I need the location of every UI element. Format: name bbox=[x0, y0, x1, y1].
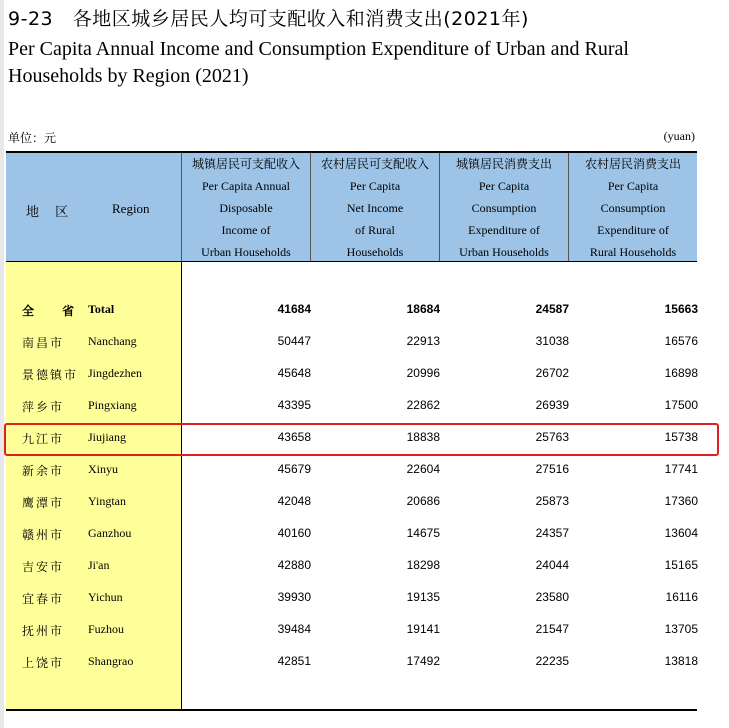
value-cell: 16898 bbox=[664, 366, 698, 380]
value-cell: 40160 bbox=[277, 526, 311, 540]
value-cell: 15165 bbox=[664, 558, 698, 572]
header-col-cn: 农村居民消费支出 bbox=[584, 157, 681, 171]
value-cell: 42880 bbox=[277, 558, 311, 572]
value-cell: 31038 bbox=[535, 334, 569, 348]
value-cell: 26939 bbox=[535, 398, 569, 412]
region-name-en: Nanchang bbox=[88, 334, 137, 348]
table-row bbox=[6, 358, 697, 390]
value-cell: 17492 bbox=[406, 654, 440, 668]
value-cell: 13818 bbox=[664, 654, 698, 668]
table-row bbox=[6, 326, 697, 358]
region-name-en: Xinyu bbox=[88, 462, 118, 476]
value-cell: 39930 bbox=[277, 590, 311, 604]
region-name-cn: 鹰潭市 bbox=[22, 496, 65, 510]
table-row bbox=[6, 486, 697, 518]
region-name-cn: 上饶市 bbox=[22, 656, 65, 670]
table-title-cn bbox=[8, 4, 529, 31]
region-name-cn: 全 省 bbox=[22, 304, 87, 318]
value-cell: 17500 bbox=[664, 398, 698, 412]
header-col-cn: 城镇居民可支配收入 bbox=[191, 157, 300, 171]
page-edge bbox=[0, 0, 4, 728]
table-code: 9-23 bbox=[8, 8, 54, 30]
table-row bbox=[6, 518, 697, 550]
table-header bbox=[6, 153, 697, 262]
value-cell: 27516 bbox=[535, 462, 569, 476]
header-col-rural-consumption bbox=[568, 153, 697, 261]
value-cell: 45679 bbox=[277, 462, 311, 476]
region-name-en: Pingxiang bbox=[88, 398, 137, 412]
value-cell: 26702 bbox=[535, 366, 569, 380]
value-cell: 15738 bbox=[664, 430, 698, 444]
region-name-cn: 抚州市 bbox=[22, 624, 65, 638]
region-name-cn: 南昌市 bbox=[22, 336, 65, 350]
table-row bbox=[6, 614, 697, 646]
region-name-cn: 萍乡市 bbox=[22, 400, 65, 414]
region-name-cn: 赣州市 bbox=[22, 528, 65, 542]
table-row bbox=[6, 390, 697, 422]
value-cell: 22913 bbox=[406, 334, 440, 348]
value-cell: 24357 bbox=[535, 526, 569, 540]
region-name-en: Ganzhou bbox=[88, 526, 132, 540]
value-cell: 42851 bbox=[277, 654, 311, 668]
value-cell: 17741 bbox=[664, 462, 698, 476]
value-cell: 25763 bbox=[535, 430, 569, 444]
value-cell: 50447 bbox=[277, 334, 311, 348]
header-col-cn: 城镇居民消费支出 bbox=[455, 157, 552, 171]
header-col-en: Per Capita Consumption Expenditure of Rural Households bbox=[589, 179, 677, 259]
region-name-en: Yingtan bbox=[88, 494, 126, 508]
value-cell: 19135 bbox=[406, 590, 440, 604]
highlight-box-jiujiang bbox=[4, 423, 719, 456]
value-cell: 22235 bbox=[535, 654, 569, 668]
value-cell: 19141 bbox=[406, 622, 440, 636]
region-name-cn: 新余市 bbox=[22, 464, 65, 478]
value-cell: 22862 bbox=[406, 398, 440, 412]
unit-label-cn: 单位：元 bbox=[8, 131, 57, 145]
table-title-cn-text: 各地区城乡居民人均可支配收入和消费支出(2021年) bbox=[72, 8, 529, 30]
value-cell: 22604 bbox=[406, 462, 440, 476]
region-name-cn: 宜春市 bbox=[22, 592, 65, 606]
value-cell: 45648 bbox=[277, 366, 311, 380]
value-cell: 43658 bbox=[277, 430, 311, 444]
value-cell: 21547 bbox=[535, 622, 569, 636]
value-cell: 24587 bbox=[535, 302, 569, 316]
value-cell: 17360 bbox=[664, 494, 698, 508]
header-col-en: Per Capita Consumption Expenditure of Urban Households bbox=[459, 179, 549, 259]
header-region-cn: 地 区 bbox=[26, 205, 75, 220]
header-col-en: Per Capita Net Income of Rural Households bbox=[346, 179, 404, 259]
region-name-cn: 九江市 bbox=[22, 432, 65, 446]
region-name-cn: 景德镇市 bbox=[22, 368, 79, 382]
value-cell: 18684 bbox=[406, 302, 440, 316]
value-cell: 20686 bbox=[406, 494, 440, 508]
header-col-urban-consumption bbox=[439, 153, 568, 261]
value-cell: 23580 bbox=[535, 590, 569, 604]
value-cell: 13604 bbox=[664, 526, 698, 540]
region-name-en: Fuzhou bbox=[88, 622, 124, 636]
table-bottom-rule bbox=[6, 709, 697, 711]
table-row bbox=[6, 646, 697, 678]
table-row bbox=[6, 454, 697, 486]
value-cell: 42048 bbox=[277, 494, 311, 508]
header-region-en: Region bbox=[112, 201, 150, 216]
value-cell: 13705 bbox=[664, 622, 698, 636]
header-col-urban-income bbox=[181, 153, 310, 261]
table-row bbox=[6, 550, 697, 582]
region-name-en: Yichun bbox=[88, 590, 123, 604]
region-name-cn: 吉安市 bbox=[22, 560, 65, 574]
value-cell: 24044 bbox=[535, 558, 569, 572]
table-title-en: Per Capita Annual Income and Consumption Expenditure of Urban and Rural Households by Region (2021) bbox=[8, 38, 629, 87]
unit-label-en: (yuan) bbox=[663, 129, 695, 143]
value-cell: 25873 bbox=[535, 494, 569, 508]
region-name-en: Jiujiang bbox=[88, 430, 126, 444]
region-name-en: Shangrao bbox=[88, 654, 134, 668]
header-col-cn: 农村居民可支配收入 bbox=[320, 157, 429, 171]
value-cell: 41684 bbox=[277, 302, 311, 316]
header-col-en: Per Capita Annual Disposable Income of Urban Households bbox=[201, 179, 291, 259]
region-name-en: Ji'an bbox=[88, 558, 110, 572]
value-cell: 18838 bbox=[406, 430, 440, 444]
value-cell: 18298 bbox=[406, 558, 440, 572]
header-col-rural-income bbox=[310, 153, 439, 261]
value-cell: 15663 bbox=[664, 302, 698, 316]
value-cell: 43395 bbox=[277, 398, 311, 412]
value-cell: 39484 bbox=[277, 622, 311, 636]
table-row bbox=[6, 582, 697, 614]
value-cell: 20996 bbox=[406, 366, 440, 380]
value-cell: 16116 bbox=[665, 590, 698, 604]
table-row bbox=[6, 294, 697, 326]
region-name-en: Total bbox=[88, 302, 115, 316]
region-name-en: Jingdezhen bbox=[88, 366, 142, 380]
value-cell: 16576 bbox=[664, 334, 698, 348]
value-cell: 14675 bbox=[406, 526, 440, 540]
